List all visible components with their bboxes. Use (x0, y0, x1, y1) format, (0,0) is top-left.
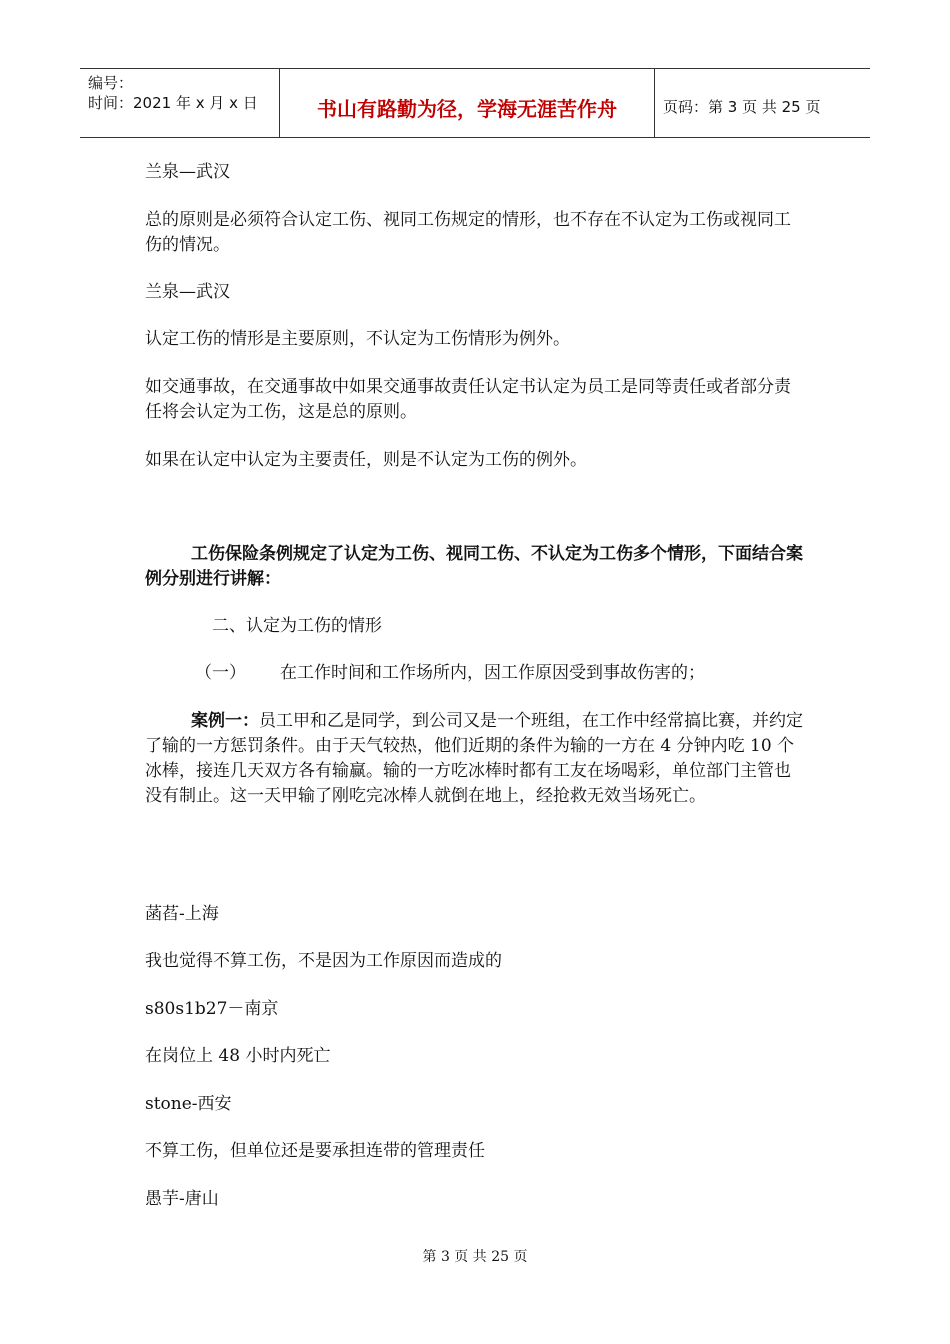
page-header (80, 68, 870, 138)
header-date: 时间：2021 年 x 月 x 日 (88, 94, 258, 112)
section-heading: 二、认定为工伤的情形 (212, 616, 382, 636)
speaker-name: 愚芋-唐山 (145, 1189, 219, 1209)
subsection-text: 在工作时间和工作场所内，因工作原因受到事故伤害的； (280, 663, 705, 683)
paragraph: 总的原则是必须符合认定工伤、视同工伤规定的情形，也不存在不认定为工伤或视同工伤的情况。 (145, 210, 791, 255)
speaker-name: stone-西安 (145, 1094, 232, 1114)
case-label: 案例一： (191, 711, 259, 731)
speaker-name: 菡萏-上海 (145, 904, 219, 924)
comment: 我也觉得不算工伤，不是因为工作原因而造成的 (145, 951, 502, 971)
section-intro: 工伤保险条例规定了认定为工伤、视同工伤、不认定为工伤多个情形，下面结合案例分别进行讲解： (145, 544, 803, 589)
comment: 不算工伤，但单位还是要承担连带的管理责任 (145, 1141, 485, 1161)
subsection-heading (195, 661, 855, 686)
paragraph: 如果在认定中认定为主要责任，则是不认定为工伤的例外。 (145, 450, 587, 470)
subsection-number: （一） (195, 663, 246, 683)
paragraph: 如交通事故，在交通事故中如果交通事故责任认定书认定为员工是同等责任或者部分责任将会认定为工伤，这是总的原则。 (145, 377, 791, 422)
speaker-name: 兰泉—武汉 (145, 162, 230, 182)
header-page-info: 页码：第 3 页 共 25 页 (663, 97, 821, 116)
speaker-name: s80s1b27－南京 (145, 999, 279, 1019)
header-number-label: 编号： (88, 74, 134, 92)
comment: 在岗位上 48 小时内死亡 (145, 1046, 331, 1066)
header-motto: 书山有路勤为径，学海无涯苦作舟 (280, 69, 655, 137)
page-footer: 第 3 页 共 25 页 (422, 1249, 528, 1265)
case-text: 员工甲和乙是同学，到公司又是一个班组，在工作中经常搞比赛，并约定了输的一方惩罚条件。由于天气较热，他们近期的条件为输的一方在 4 分钟内吃 10 个冰棒，接连几天双方各有输赢。输的一方吃冰棒时都有工友在场喝彩，单位部门主管也没有制止。这一天甲输了刚吃完冰棒人就倒在地上，经抢救无效当场死亡。 (145, 711, 803, 806)
header-meta (80, 69, 280, 137)
speaker-name: 兰泉—武汉 (145, 282, 230, 302)
case-paragraph (145, 709, 805, 809)
paragraph: 认定工伤的情形是主要原则，不认定为工伤情形为例外。 (145, 329, 570, 349)
